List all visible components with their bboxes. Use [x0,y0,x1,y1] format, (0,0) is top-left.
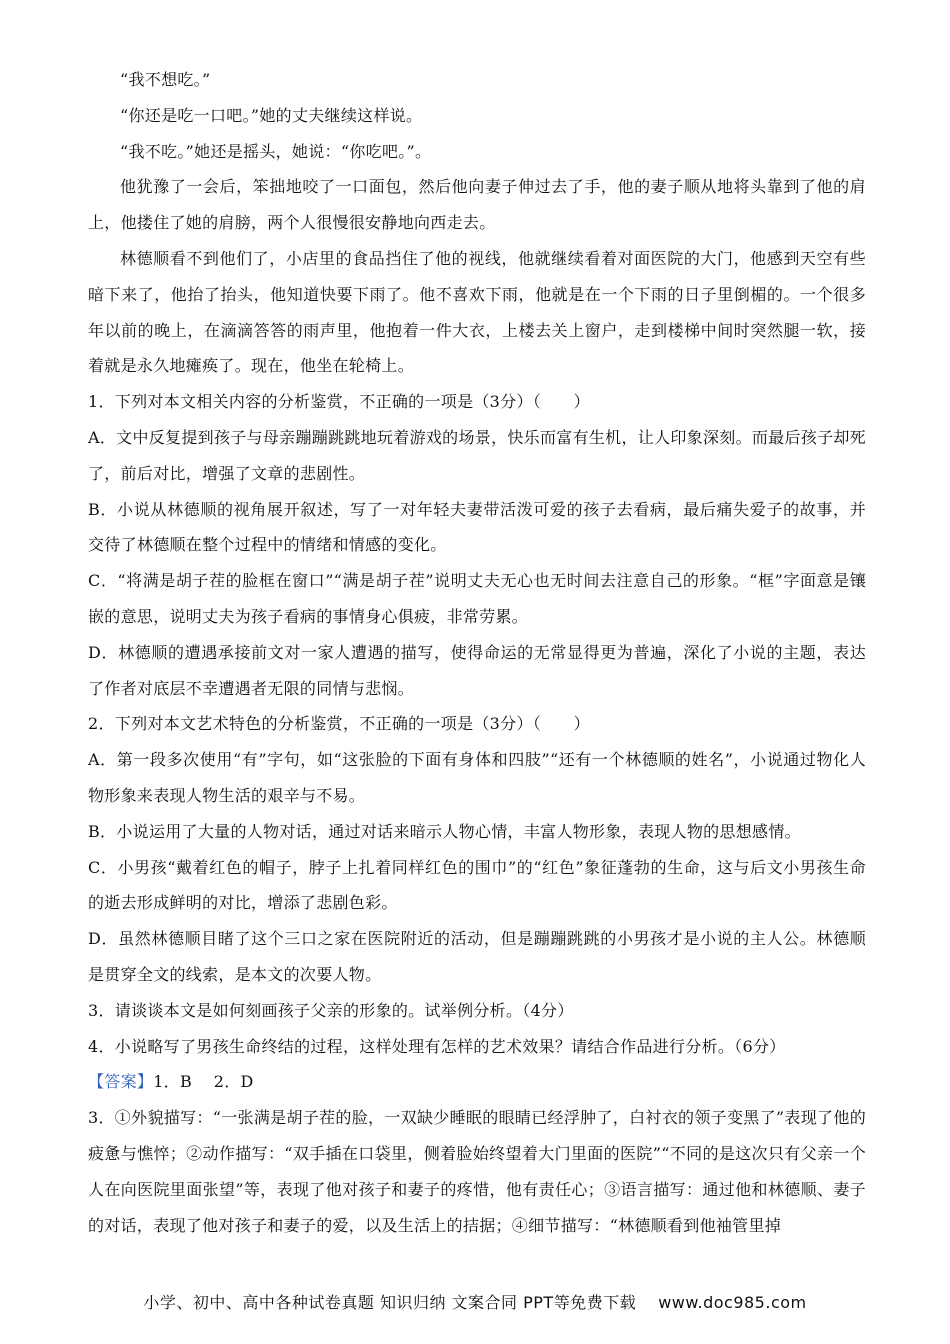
dialogue-line-2: “你还是吃一口吧。”她的丈夫继续这样说。 [120,105,423,125]
footer-text: 小学、初中、高中各种试卷真题 知识归纳 文案合同 PPT等免费下载 [143,1293,637,1312]
dialogue-line-1: “我不想吃。” [120,70,211,89]
question-2-option-d: D．虽然林德顺目睹了这个三口之家在医院附近的活动，但是蹦蹦跳跳的小男孩才是小说的主人公。林德顺是贯穿全文的线索，是本文的次要人物。 [88,929,866,984]
dialogue-line-3: “我不吃。”她还是摇头，她说：“你吃吧。”。 [120,141,432,161]
answer-line [88,1064,866,1100]
question-2-option-c: C．小男孩“戴着红色的帽子，脖子上扎着同样红色的围巾”的“红色”象征蓬勃的生命，这与后文小男孩生命的逝去形成鲜明的对比，增添了悲剧色彩。 [88,857,866,913]
question-1-stem: 1．下列对本文相关内容的分析鉴赏，不正确的一项是（3分）（ ） [88,392,590,412]
question-2-stem: 2．下列对本文艺术特色的分析鉴赏，不正确的一项是（3分）（ ） [88,714,590,734]
question-1-option-c: C．“将满是胡子茬的脸框在窗口”“满是胡子茬”说明丈夫无心也无时间去注意自己的形象。“框”字面意是镶嵌的意思，说明丈夫为孩子看病的事情身心俱疲，非常劳累。 [88,571,866,626]
question-1-option-a: A．文中反复提到孩子与母亲蹦蹦跳跳地玩着游戏的场景，快乐而富有生机，让人印象深刻。而最后孩子却死了，前后对比，增强了文章的悲剧性。 [88,427,866,483]
document-body [88,62,866,1243]
question-2-option-b: B．小说运用了大量的人物对话，通过对话来暗示人物心情，丰富人物形象，表现人物的思想感情。 [88,821,801,841]
answer-3: 3．①外貌描写：“一张满是胡子茬的脸，一双缺少睡眠的眼睛已经浮肿了，白衬衣的领子变黑了”表现了他的疲惫与憔悴；②动作描写：“双手插在口袋里，侧着脸始终望着大门里面的医院”“不同的是这次只有父亲一个人在向医院里面张望”等，表现了他对孩子和妻子的疼惜，他有责任心；③语言描写：通过他和林德顺、妻子的对话，表现了他对孩子和妻子的爱，以及生活上的拮据；④细节描写：“林德顺看到他袖管里掉 [88,1108,866,1235]
question-1-option-b: B．小说从林德顺的视角展开叙述，写了一对年轻夫妻带活泼可爱的孩子去看病，最后痛失爱子的故事，并交待了林德顺在整个过程中的情绪和情感的变化。 [88,499,866,555]
answer-tag: 【答案】 [88,1072,154,1092]
question-2-option-a: A．第一段多次使用“有”字句，如“这张脸的下面有身体和四肢”“还有一个林德顺的姓名”，小说通过物化人物形象来表现人物生活的艰辛与不易。 [88,750,866,805]
question-1-option-d: D．林德顺的遭遇承接前文对一家人遭遇的描写，使得命运的无常显得更为普遍，深化了小说的主题，表达了作者对底层不幸遭遇者无限的同情与悲悯。 [88,642,866,698]
passage-paragraph-2: 林德顺看不到他们了，小店里的食品挡住了他的视线，他就继续看着对面医院的大门，他感到天空有些暗下来了，他抬了抬头，他知道快要下雨了。他不喜欢下雨，他就是在一个下雨的日子里倒楣的。一个很多年以前的晚上，在滴滴答答的雨声里，他抱着一件大衣，上楼去关上窗户，走到楼梯中间时突然腿一软，接着就是永久地瘫痪了。现在，他坐在轮椅上。 [88,248,866,376]
passage-paragraph-1: 他犹豫了一会后，笨拙地咬了一口面包，然后他向妻子伸过去了手，他的妻子顺从地将头靠到了他的肩上，他搂住了她的肩膀，两个人很慢很安静地向西走去。 [88,177,866,233]
answer-choices: 1．B 2．D [153,1072,254,1092]
question-4: 4．小说略写了男孩生命终结的过程，这样处理有怎样的艺术效果？请结合作品进行分析。（6分） [88,1036,786,1056]
question-3: 3．请谈谈本文是如何刻画孩子父亲的形象的。试举例分析。（4分） [88,1000,574,1020]
footer-url[interactable]: www.doc985.com [658,1293,807,1312]
page-footer [0,1290,950,1313]
